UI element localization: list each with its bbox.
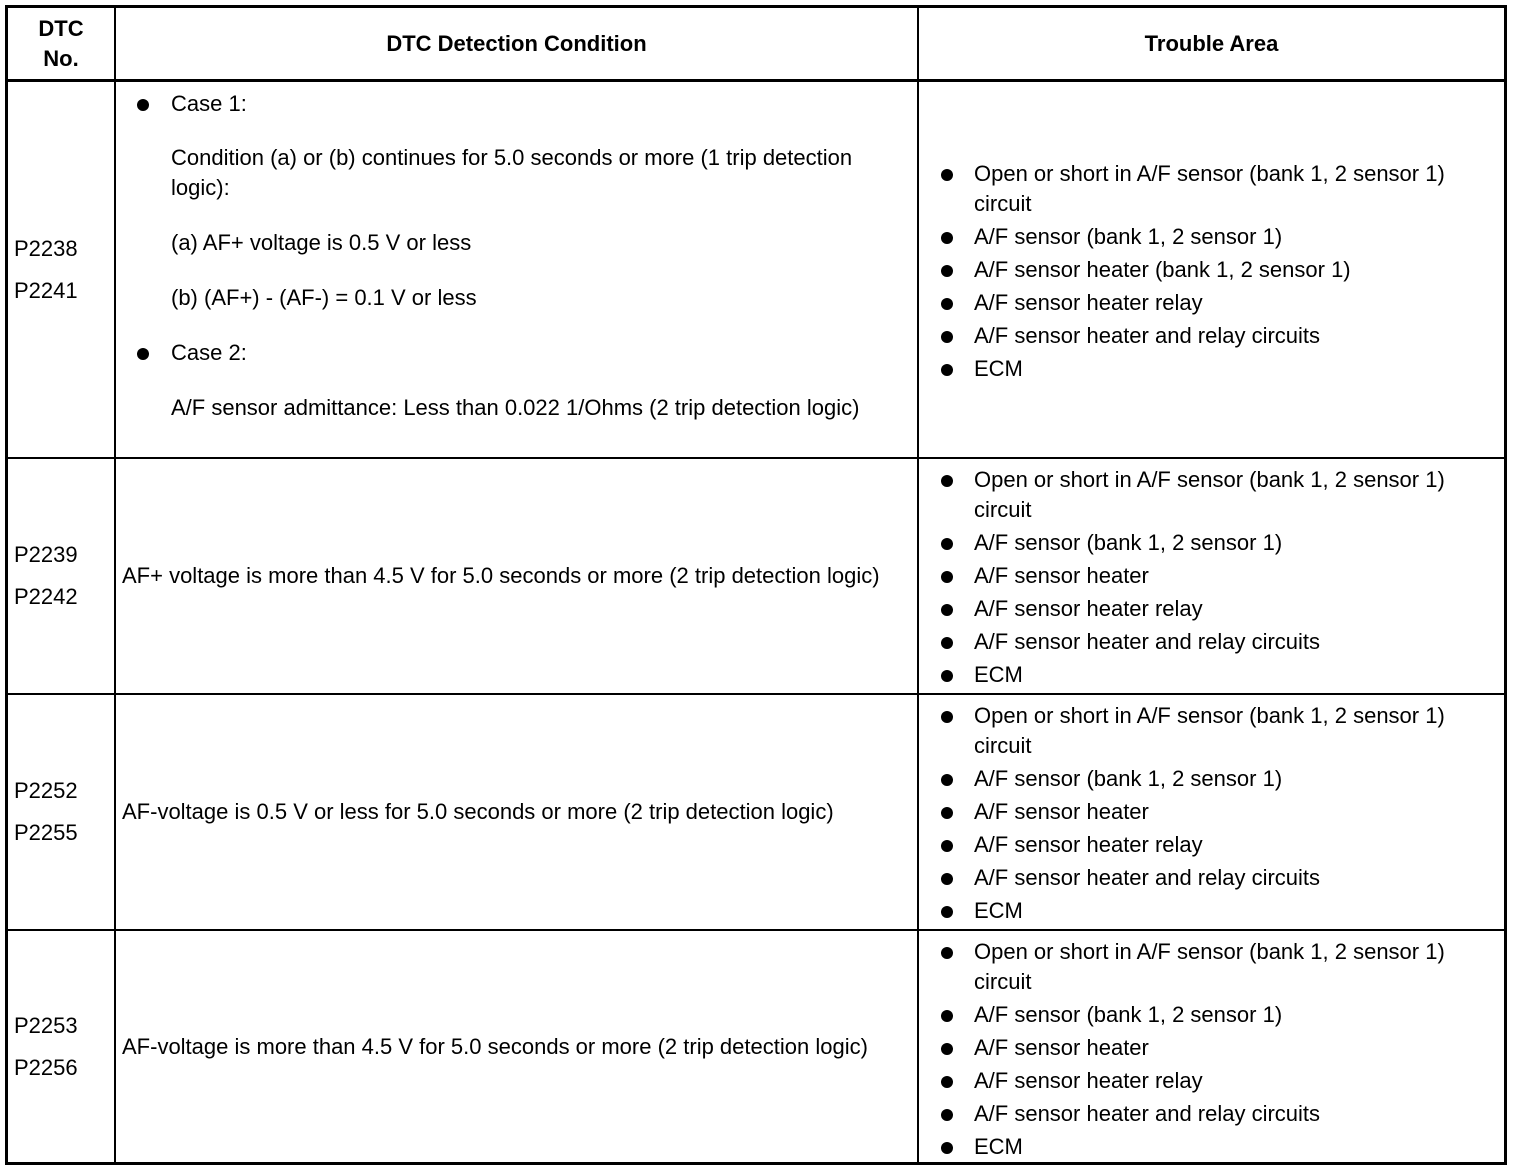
bullet-icon: [941, 1010, 953, 1022]
bullet-icon: [941, 364, 953, 376]
dtc-codes: [14, 999, 78, 1095]
case2-label: Case 2:: [171, 340, 247, 365]
condition-text: AF-voltage is more than 4.5 V for 5.0 seconds or more (2 trip detection logic): [122, 1033, 868, 1059]
trouble-item-text: A/F sensor (bank 1, 2 sensor 1): [974, 1002, 1283, 1027]
list-item: [939, 797, 1486, 827]
dtc-code-cell: [8, 931, 114, 1162]
trouble-item-text: ECM: [974, 1134, 1023, 1159]
trouble-item-text: ECM: [974, 898, 1023, 923]
trouble-item-text: A/F sensor heater relay: [974, 832, 1203, 857]
dtc-code: P2253: [14, 1012, 78, 1038]
list-item: [939, 830, 1486, 860]
bullet-icon: [941, 1076, 953, 1088]
list-item: [939, 1000, 1486, 1030]
case1-item: [116, 89, 917, 119]
list-item: [939, 561, 1486, 591]
trouble-item-text: A/F sensor heater: [974, 563, 1149, 588]
condition-content: [116, 89, 917, 423]
case1-label: Case 1:: [171, 91, 247, 116]
table-row: [8, 79, 1504, 457]
trouble-item-text: A/F sensor heater and relay circuits: [974, 1101, 1321, 1126]
header-trouble-area: [917, 8, 1504, 79]
list-item: [939, 528, 1486, 558]
condition-cell: [114, 931, 917, 1162]
trouble-list: [939, 159, 1486, 387]
dtc-code: P2255: [14, 820, 78, 845]
list-item: [939, 594, 1486, 624]
list-item: [939, 1099, 1486, 1129]
dtc-codes: [14, 222, 78, 318]
bullet-icon: [941, 331, 953, 343]
dtc-code-cell: [8, 459, 114, 693]
dtc-codes: [14, 764, 78, 860]
trouble-area-cell: [917, 82, 1504, 457]
dtc-code-cell: [8, 695, 114, 929]
list-item: [939, 465, 1486, 525]
trouble-item-text: A/F sensor heater: [974, 799, 1149, 824]
trouble-area-cell: [917, 695, 1504, 929]
list-item: [939, 863, 1486, 893]
bullet-icon: [941, 711, 953, 723]
condition-text: AF+ voltage is more than 4.5 V for 5.0 seconds or more (2 trip detection logic): [122, 563, 880, 588]
trouble-item-text: Open or short in A/F sensor (bank 1, 2 sensor 1) circuit: [974, 703, 1445, 758]
condition-cell: [114, 695, 917, 929]
trouble-item-text: Open or short in A/F sensor (bank 1, 2 sensor 1) circuit: [974, 467, 1445, 522]
list-item: [939, 896, 1486, 926]
trouble-item-text: A/F sensor heater relay: [974, 290, 1203, 315]
dtc-code: P2241: [14, 277, 78, 303]
list-item: [939, 660, 1486, 690]
trouble-item-text: A/F sensor (bank 1, 2 sensor 1): [974, 766, 1283, 791]
bullet-icon: [941, 947, 953, 959]
dtc-code: P2252: [14, 778, 78, 803]
dtc-code: P2242: [14, 584, 78, 609]
bullet-icon: [137, 348, 149, 360]
case2-text: A/F sensor admittance: Less than 0.022 1/Ohms (2 trip detection logic): [171, 395, 860, 420]
trouble-item-text: A/F sensor heater and relay circuits: [974, 629, 1321, 654]
bullet-icon: [941, 637, 953, 649]
trouble-item-text: A/F sensor (bank 1, 2 sensor 1): [974, 224, 1283, 249]
trouble-item-text: ECM: [974, 662, 1023, 687]
trouble-area-cell: [917, 931, 1504, 1162]
list-item: [939, 288, 1486, 318]
dtc-table: [5, 5, 1507, 1165]
header-trouble-text: Trouble Area: [1144, 30, 1279, 56]
dtc-code: P2238: [14, 235, 78, 261]
condition-text: AF-voltage is 0.5 V or less for 5.0 seconds or more (2 trip detection logic): [122, 799, 834, 824]
list-item: [939, 354, 1486, 384]
bullet-icon: [941, 807, 953, 819]
trouble-list: [939, 465, 1486, 693]
bullet-icon: [941, 571, 953, 583]
trouble-area-cell: [917, 459, 1504, 693]
bullet-icon: [941, 538, 953, 550]
bullet-icon: [941, 873, 953, 885]
trouble-list: [939, 701, 1486, 929]
condition-b: (b) (AF+) - (AF-) = 0.1 V or less: [171, 285, 477, 310]
header-dtc-no: [8, 8, 114, 79]
trouble-item-text: A/F sensor heater relay: [974, 596, 1203, 621]
list-item: [939, 321, 1486, 351]
trouble-item-text: A/F sensor heater: [974, 1035, 1149, 1060]
list-item: [939, 255, 1486, 285]
list-item: [939, 701, 1486, 761]
dtc-codes: [14, 528, 78, 624]
bullet-icon: [941, 1043, 953, 1055]
table-row: [8, 929, 1504, 1162]
case2-item: [116, 338, 917, 368]
list-item: [939, 1066, 1486, 1096]
trouble-list: [939, 937, 1486, 1165]
case1-intro: Condition (a) or (b) continues for 5.0 seconds or more (1 trip detection logic):: [171, 145, 853, 200]
trouble-item-text: Open or short in A/F sensor (bank 1, 2 sensor 1) circuit: [974, 161, 1445, 216]
table-row: [8, 693, 1504, 929]
condition-cell: [114, 82, 917, 457]
list-item: [939, 1033, 1486, 1063]
bullet-icon: [941, 906, 953, 918]
header-condition: [114, 8, 917, 79]
trouble-item-text: A/F sensor (bank 1, 2 sensor 1): [974, 530, 1283, 555]
list-item: [939, 222, 1486, 252]
bullet-icon: [941, 298, 953, 310]
dtc-code: P2239: [14, 542, 78, 567]
bullet-icon: [941, 840, 953, 852]
condition-a: (a) AF+ voltage is 0.5 V or less: [171, 230, 472, 255]
condition-cell: [114, 459, 917, 693]
list-item: [939, 764, 1486, 794]
bullet-icon: [137, 99, 149, 111]
table-row: [8, 457, 1504, 693]
bullet-icon: [941, 232, 953, 244]
bullet-icon: [941, 169, 953, 181]
header-dtc-no-text: DTC No.: [38, 15, 84, 71]
list-item: [939, 1132, 1486, 1162]
trouble-item-text: A/F sensor heater (bank 1, 2 sensor 1): [974, 257, 1351, 282]
bullet-icon: [941, 1109, 953, 1121]
trouble-item-text: A/F sensor heater and relay circuits: [974, 323, 1321, 348]
trouble-item-text: ECM: [974, 356, 1023, 381]
trouble-item-text: A/F sensor heater relay: [974, 1068, 1203, 1093]
bullet-icon: [941, 604, 953, 616]
table-header-row: [8, 8, 1504, 79]
bullet-icon: [941, 670, 953, 682]
trouble-item-text: A/F sensor heater and relay circuits: [974, 865, 1321, 890]
list-item: [939, 627, 1486, 657]
bullet-icon: [941, 774, 953, 786]
dtc-code: P2256: [14, 1054, 78, 1080]
header-condition-text: DTC Detection Condition: [386, 30, 647, 56]
bullet-icon: [941, 265, 953, 277]
dtc-code-cell: [8, 82, 114, 457]
list-item: [939, 159, 1486, 219]
bullet-icon: [941, 475, 953, 487]
trouble-item-text: Open or short in A/F sensor (bank 1, 2 sensor 1) circuit: [974, 939, 1445, 994]
list-item: [939, 937, 1486, 997]
bullet-icon: [941, 1142, 953, 1154]
